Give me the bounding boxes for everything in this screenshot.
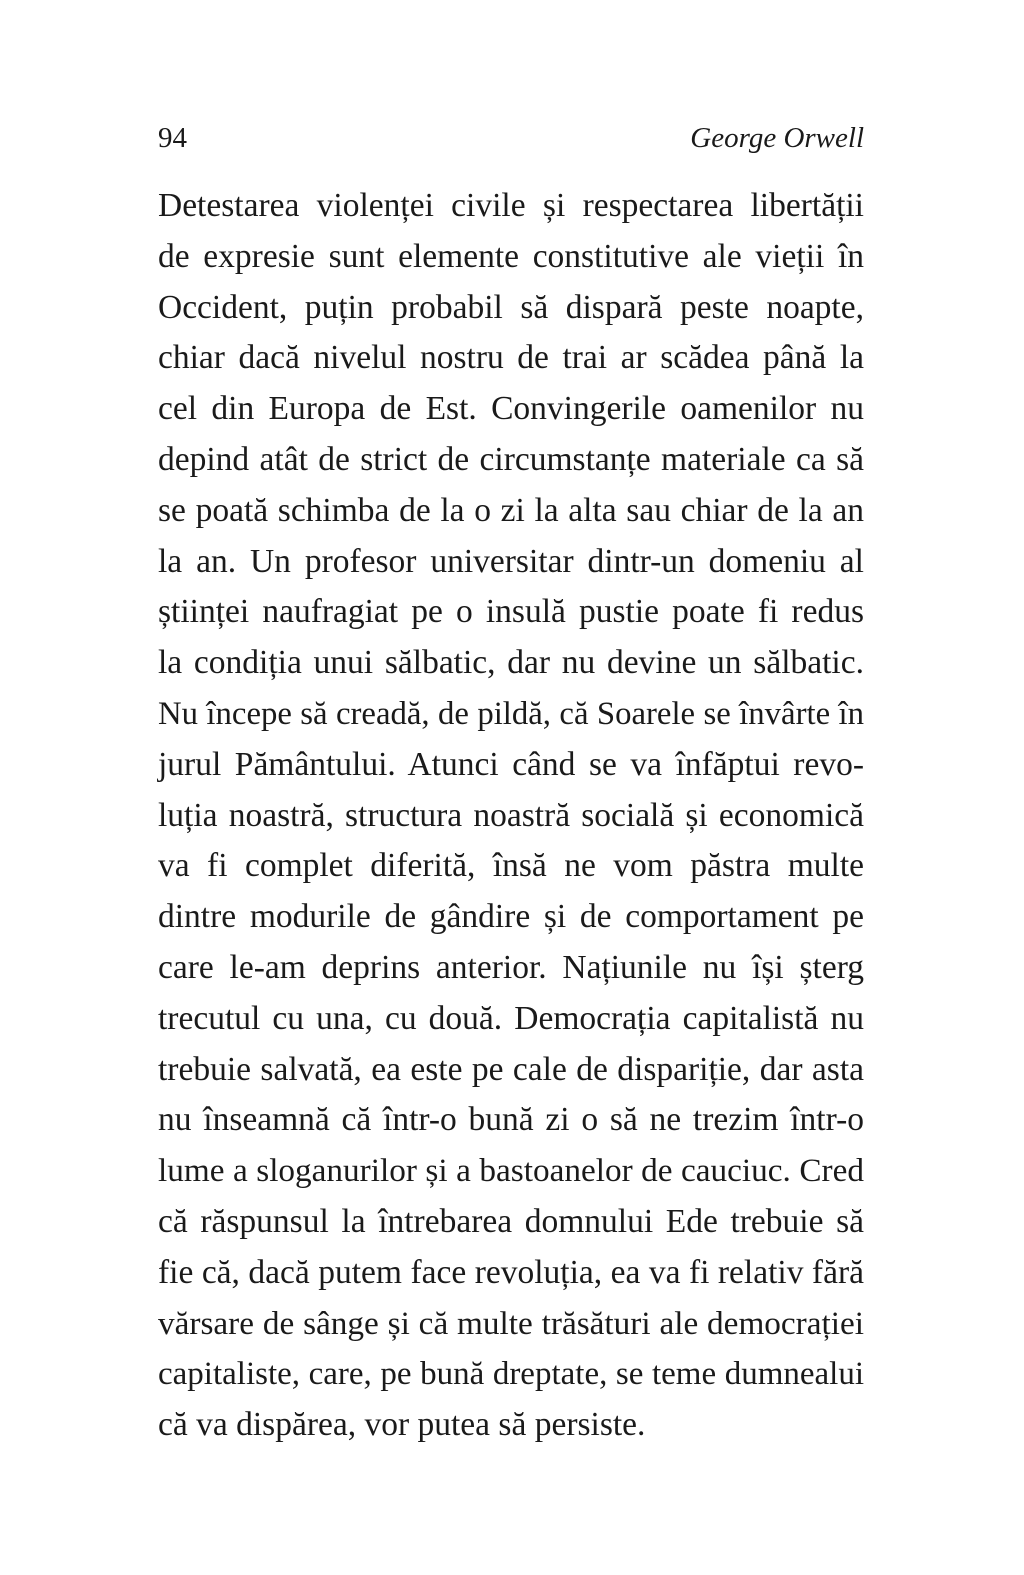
- text-line: Occident, puțin probabil să dispară peste noapte,: [158, 288, 864, 326]
- text-line: de expresie sunt elemente constitutive ale vieții în: [158, 237, 864, 275]
- text-line: fie că, dacă putem face revoluția, ea va fi relativ fără: [158, 1253, 864, 1291]
- text-line: luția noastră, structura noastră socială și economică: [158, 796, 864, 834]
- text-line-last: că va dispărea, vor putea să persiste.: [158, 1406, 646, 1444]
- text-line: capitaliste, care, pe bună dreptate, se teme dumnealui: [158, 1356, 864, 1393]
- body-paragraph: [158, 181, 864, 1451]
- text-line: Nu începe să creadă, de pildă, că Soarele se învârte în: [158, 695, 864, 732]
- running-title: George Orwell: [690, 122, 864, 154]
- text-line: Detestarea violenței civile și respectarea libertății: [158, 187, 864, 224]
- text-line: dintre modurile de gândire și de comportament pe: [158, 898, 864, 936]
- text-line: trebuie salvată, ea este pe cale de dispariție, dar asta: [158, 1050, 864, 1088]
- running-head: [158, 118, 864, 158]
- text-line: științei naufragiat pe o insulă pustie poate fi redus: [158, 593, 864, 631]
- text-line: care le-am deprins anterior. Națiunile nu își șterg: [158, 948, 864, 986]
- text-line: se poată schimba de la o zi la alta sau chiar de la an: [158, 491, 864, 529]
- text-line: vărsare de sânge și că multe trăsături ale democrației: [158, 1304, 864, 1342]
- text-line: cel din Europa de Est. Convingerile oamenilor nu: [158, 390, 864, 428]
- text-line: jurul Pământului. Atunci când se va înfăptui revo-: [158, 745, 864, 783]
- page-number: 94: [158, 122, 187, 154]
- text-line: chiar dacă nivelul nostru de trai ar scădea până la: [158, 339, 864, 377]
- text-line: trecutul cu una, cu două. Democrația capitalistă nu: [158, 999, 864, 1037]
- text-line: că răspunsul la întrebarea domnului Ede trebuie să: [158, 1202, 864, 1240]
- text-line: nu înseamnă că într-o bună zi o să ne trezim într-o: [158, 1101, 864, 1139]
- text-line: la an. Un profesor universitar dintr-un domeniu al: [158, 542, 864, 580]
- text-line: depind atât de strict de circumstanțe materiale ca să: [158, 440, 864, 478]
- text-line: la condiția unui sălbatic, dar nu devine un sălbatic.: [158, 644, 864, 682]
- text-line: va fi complet diferită, însă ne vom păstra multe: [158, 847, 864, 885]
- text-line: lume a sloganurilor și a bastoanelor de cauciuc. Cred: [158, 1152, 864, 1190]
